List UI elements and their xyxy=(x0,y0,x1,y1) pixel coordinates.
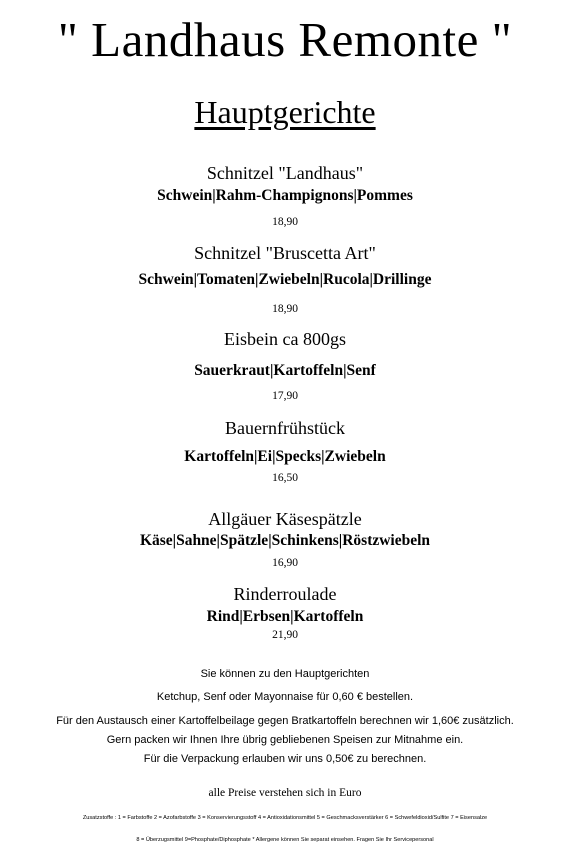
dish-description: Kartoffeln|Ei|Specks|Zwiebeln xyxy=(184,448,386,465)
takeaway-note: Gern packen wir Ihnen Ihre übrig gebliebenen Speisen zur Mitnahme ein. xyxy=(106,734,464,746)
dish-price: 18,90 xyxy=(272,303,298,315)
additives-legend-line1: Zusatzstoffe : 1 = Farbstoffe 2 = Azofarbstoffe 3 = Konservierungsstoff 4 = Antioxidationsmittel 5 = Geschmacksverstärker 6 = Schwefeldioxid/Sulfite 7 = Eisensalze xyxy=(82,815,488,821)
additives-legend-line2: 8 = Überzugsmittel 9=Phosphate/Diphosphate * Allergene können Sie separat einsehen. Fragen Sie Ihr Servicepersonal xyxy=(136,837,434,843)
dish-name: Schnitzel "Landhaus" xyxy=(206,163,364,183)
sauces-note-line1: Sie können zu den Hauptgerichten xyxy=(200,668,370,680)
restaurant-name: " Landhaus Remonte " xyxy=(57,12,513,67)
dish-price: 16,90 xyxy=(272,557,298,569)
dish-price: 17,90 xyxy=(272,390,298,402)
dish-description: Rind|Erbsen|Kartoffeln xyxy=(206,608,364,625)
dish-description: Sauerkraut|Kartoffeln|Senf xyxy=(194,362,376,379)
dish-description: Schwein|Tomaten|Zwiebeln|Rucola|Drillinge xyxy=(138,271,432,288)
dish-price: 16,50 xyxy=(272,472,298,484)
dish-name: Bauernfrühstück xyxy=(225,418,345,438)
dish-description: Käse|Sahne|Spätzle|Schinkens|Röstzwiebeln xyxy=(139,532,431,549)
dish-name: Rinderroulade xyxy=(233,584,337,604)
prices-note: alle Preise verstehen sich in Euro xyxy=(208,787,362,799)
dish-price: 18,90 xyxy=(272,216,298,228)
section-title: Hauptgerichte xyxy=(194,94,376,130)
dish-name: Eisbein ca 800gs xyxy=(224,329,346,349)
packaging-note: Für die Verpackung erlauben wir uns 0,50€ zu berechnen. xyxy=(143,753,427,765)
dish-name: Allgäuer Käsespätzle xyxy=(208,509,362,529)
exchange-note: Für den Austausch einer Kartoffelbeilage gegen Bratkartoffeln berechnen wir 1,60€ zusätzlich. xyxy=(56,715,514,727)
dish-description: Schwein|Rahm-Champignons|Pommes xyxy=(157,187,413,204)
dish-price: 21,90 xyxy=(272,629,298,641)
sauces-note-line2: Ketchup, Senf oder Mayonnaise für 0,60 € bestellen. xyxy=(156,691,414,703)
dish-name: Schnitzel "Bruscetta Art" xyxy=(194,243,376,263)
